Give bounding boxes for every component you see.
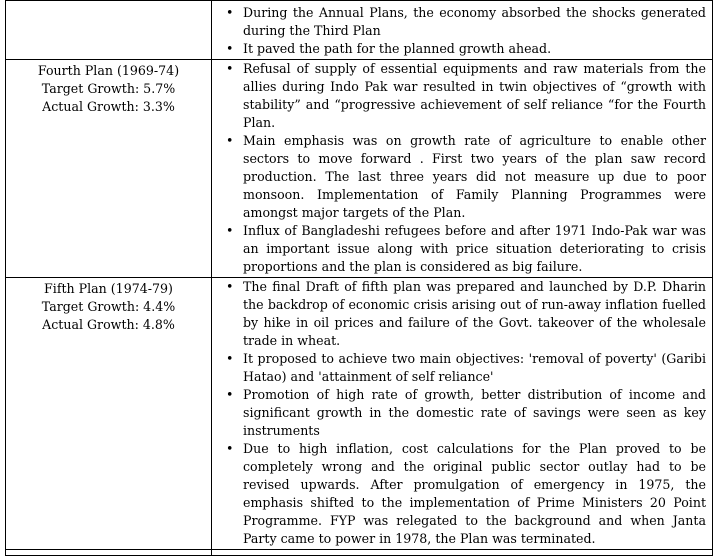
plan-points-cell-empty [212, 550, 713, 556]
bullet-point: • It proposed to achieve two main objectives: 'removal of poverty' (Garibi Hatao) and 'attainment of self reliance' [226, 350, 706, 386]
table-row-fourth-plan [6, 60, 713, 278]
plan-label-cell [6, 60, 212, 278]
bullet-list [226, 278, 706, 548]
table-row-next [6, 550, 713, 556]
plan-points-cell [212, 1, 713, 60]
plan-label-cell-empty [6, 550, 212, 556]
five-year-plans-table [5, 0, 713, 556]
plan-label-cell [6, 278, 212, 550]
plan-name: Fourth Plan (1969-74) [37, 63, 180, 78]
bullet-point: • Main emphasis was on growth rate of agriculture to enable other sectors to move forward . First two years of the plan saw record production. The last three years did not measure up due to poor monsoon. Implementation of Family Planning Programmes were amongst major targets of the Plan. [226, 132, 706, 222]
table-row-fifth-plan [6, 278, 713, 550]
plan-name: Fifth Plan (1974-79) [44, 281, 173, 296]
bullet-point: • Promotion of high rate of growth, better distribution of income and significant growth in the domestic rate of savings were seen as key instruments [226, 386, 706, 440]
plan-points-cell [212, 278, 713, 550]
bullet-point: • The final Draft of fifth plan was prepared and launched by D.P. Dharin the backdrop of economic crisis arising out of run-away inflation fuelled by hike in oil prices and failure of the Govt. takeover of the wholesale trade in wheat. [226, 278, 706, 350]
target-growth: Target Growth: 4.4% [41, 299, 176, 314]
bullet-point: • It paved the path for the planned growth ahead. [226, 40, 706, 58]
bullet-point: • Influx of Bangladeshi refugees before and after 1971 Indo-Pak war was an important issue along with price situation deteriorating to crisis proportions and the plan is considered as big failure. [226, 222, 706, 276]
actual-growth: Actual Growth: 4.8% [42, 317, 175, 332]
bullet-point: • Due to high inflation, cost calculations for the Plan proved to be completely wrong and the original public sector outlay had to be revised upwards. After promulgation of emergency in 1975, the emphasis shifted to the implementation of Prime Ministers 20 Point Programme. FYP was relegated to the background and when Janta Party came to power in 1978, the Plan was terminated. [226, 440, 706, 548]
bullet-list [226, 4, 706, 58]
plan-points-cell [212, 60, 713, 278]
bullet-point: • During the Annual Plans, the economy absorbed the shocks generated during the Third Plan [226, 4, 706, 40]
bullet-list [226, 60, 706, 276]
target-growth: Target Growth: 5.7% [41, 81, 176, 96]
plan-label-cell-empty [6, 1, 212, 60]
table-row-annual-plans [6, 1, 713, 60]
actual-growth: Actual Growth: 3.3% [42, 99, 175, 114]
bullet-point: • Refusal of supply of essential equipments and raw materials from the allies during Indo Pak war resulted in twin objectives of “growth with stability” and “progressive achievement of self reliance “for the Fourth Plan. [226, 60, 706, 132]
